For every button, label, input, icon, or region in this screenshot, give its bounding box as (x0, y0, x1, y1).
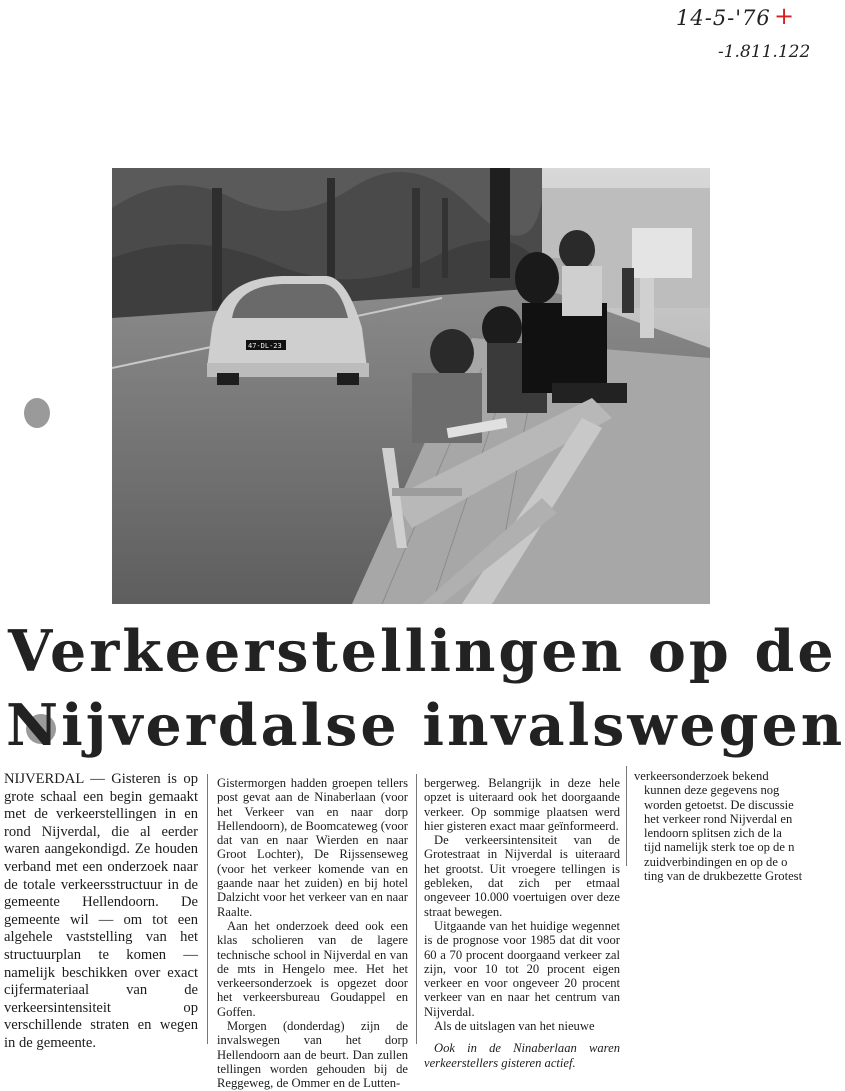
article-column-4-clipped (634, 769, 803, 884)
article-photo (112, 168, 710, 604)
text-line: het verkeer rond Nijverdal en (644, 811, 793, 826)
red-plus-mark: + (774, 2, 795, 30)
license-plate: 47-DL-23 (248, 342, 282, 350)
headline-line-1: Verkeerstellingen op de (8, 618, 837, 685)
handwritten-archive-code: -1.811.122 (718, 42, 811, 62)
paragraph: Gistermorgen hadden groepen tellers post gevat aan de Ninaberlaan (voor het Verkeer van en naar dorp Hellendoorn), de Boomcateweg (voor dat van en naar Wierden en naar Groot Lochter), De Rijssenseweg (voor het verkeer komende van en gaande naar het zuiden) en bij hotel Dalzicht voor het verkeer van en naar Raalte. (217, 776, 408, 919)
text-line: zuidverbindingen en op de o (644, 854, 788, 869)
column-divider (626, 766, 627, 866)
street-scene-photo (112, 168, 710, 604)
paragraph: Morgen (donderdag) zijn de invalswegen van het dorp Hellendoorn aan de beurt. Dan zullen tellingen worden gehouden bij de Reggeweg, de Ommer en de Lutten- (217, 1019, 408, 1091)
text-line: ting van de drukbezette Grotest (644, 869, 803, 884)
article-column-3 (424, 776, 620, 1070)
column-divider (416, 774, 417, 1044)
paragraph: Aan het onderzoek deed ook een klas scholieren van de lagere technische school in Nijverdal en van de mts in Hengelo mee. Het het verkeersonderzoek is opgezet door het verkeersbureau Goudappel en Goffen. (217, 918, 408, 1019)
paragraph: NIJVERDAL — Gisteren is op grote schaal een begin gemaakt met de verkeerstellingen in en rond Nijverdal, die al eerder waren aangekondigd. Ze houden verband met een onderzoek naar de totale verkeersstructuur in de gemeente Hellendoorn. De gemeente wil — om tot een algehele vaststelling van het structuurplan te komen — namelijk beschikken over exact cijfermateriaal van de verkeersintensiteit op verschillende straten en wegen in de gemeente. (4, 771, 198, 1051)
punch-hole (24, 398, 50, 428)
paragraph: De verkeersintensiteit van de Grotestraat in Nijverdal is uiteraard het grootst. Uit vroegere tellingen is gebleken, dat zich per etmaal ongeveer 10.000 voertuigen over deze straat bewegen. (424, 833, 620, 919)
article-column-1 (4, 771, 198, 1053)
text-line: tijd namelijk sterk toe op de n (644, 840, 795, 855)
text-line: kunnen deze gegevens nog (644, 783, 780, 798)
paragraph: bergerweg. Belangrijk in deze hele opzet is uiteraard ook het doorgaande verkeer. Op sommige plaatsen werd hier gisteren exact maar geïnformeerd. (424, 776, 620, 833)
column-divider (207, 774, 208, 1044)
text-line: worden getoetst. De discussie (644, 797, 794, 812)
text-line: verkeersonderzoek bekend (634, 769, 769, 783)
handwritten-date: 14-5-'76 (676, 6, 771, 30)
headline-line-2: Nijverdalse invalswegen (6, 692, 845, 759)
paragraph: Uitgaande van het huidige wegennet is de prognose voor 1985 dat dit voor 60 a 70 procent doorgaand verkeer zal zijn, voor 10 tot 20 procent eigen verkeer en voor ongeveer 20 procent verkeer van en naar het centrum van Nijverdal. (424, 918, 620, 1019)
paragraph: Als de uitslagen van het nieuwe (434, 1019, 595, 1034)
photo-caption: Ook in de Ninaberlaan waren verkeerstellers gisteren actief. (424, 1041, 620, 1070)
article-column-2 (217, 776, 408, 1091)
text-line: lendoorn splitsen zich de la (644, 826, 782, 841)
